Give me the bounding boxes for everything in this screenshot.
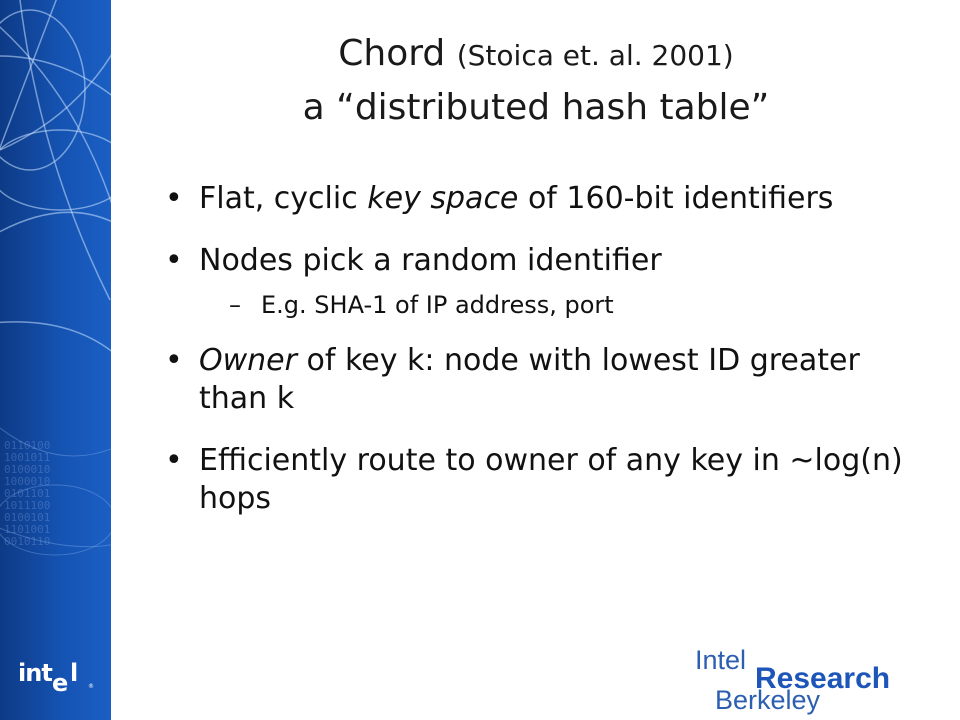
intel-logo-text-int: int [18, 659, 52, 687]
intel-logo-text-l: l [70, 659, 79, 687]
intel-logo-text-e: e [52, 669, 69, 697]
bullet-emphasis: Owner [199, 343, 297, 378]
bullet-glyph: • [165, 343, 183, 378]
bullet-glyph: • [165, 443, 183, 478]
bullet-item [165, 180, 925, 218]
sidebar-arcs-graphic [0, 0, 111, 720]
sub-bullet-item [199, 290, 925, 320]
decorative-sidebar [0, 0, 111, 720]
slide-title-line-2: a “distributed hash table” [302, 87, 770, 128]
bullet-text: Efficiently route to owner of any key in ~log(n) hops [199, 443, 903, 516]
bullet-text: of key k: node with lowest ID greater than k [199, 343, 860, 416]
binary-pattern: 0110100 1001011 0100010 1000010 0101101 1011100 0100101 1101001 0010110 [4, 439, 51, 548]
bullet-item [165, 242, 925, 280]
bullet-text: Flat, cyclic [199, 181, 368, 216]
intel-logo-registered-mark: ® [88, 683, 94, 690]
logo-line-berkeley: Berkeley [715, 685, 821, 715]
sub-bullet-dash: – [229, 291, 241, 319]
bullet-emphasis: key space [367, 181, 519, 216]
bullet-item [165, 442, 925, 518]
slide-title-line-1 [112, 28, 960, 82]
intel-logo [18, 655, 98, 695]
logo-line-intel: Intel [695, 645, 747, 675]
bullet-glyph: • [165, 243, 183, 278]
title-main: Chord [338, 33, 446, 74]
intel-research-berkeley-logo [695, 645, 915, 715]
bullet-text: Nodes pick a random identifier [199, 243, 662, 278]
bullet-glyph: • [165, 181, 183, 216]
sub-bullet-text: E.g. SHA-1 of IP address, port [261, 291, 614, 319]
bullet-text: of 160-bit identifiers [518, 181, 834, 216]
bullet-list [165, 180, 925, 542]
logo-line-research: Research [755, 662, 891, 695]
slide-title [112, 28, 960, 134]
title-citation: (Stoica et. al. 2001) [456, 39, 734, 72]
bullet-item [165, 342, 925, 418]
